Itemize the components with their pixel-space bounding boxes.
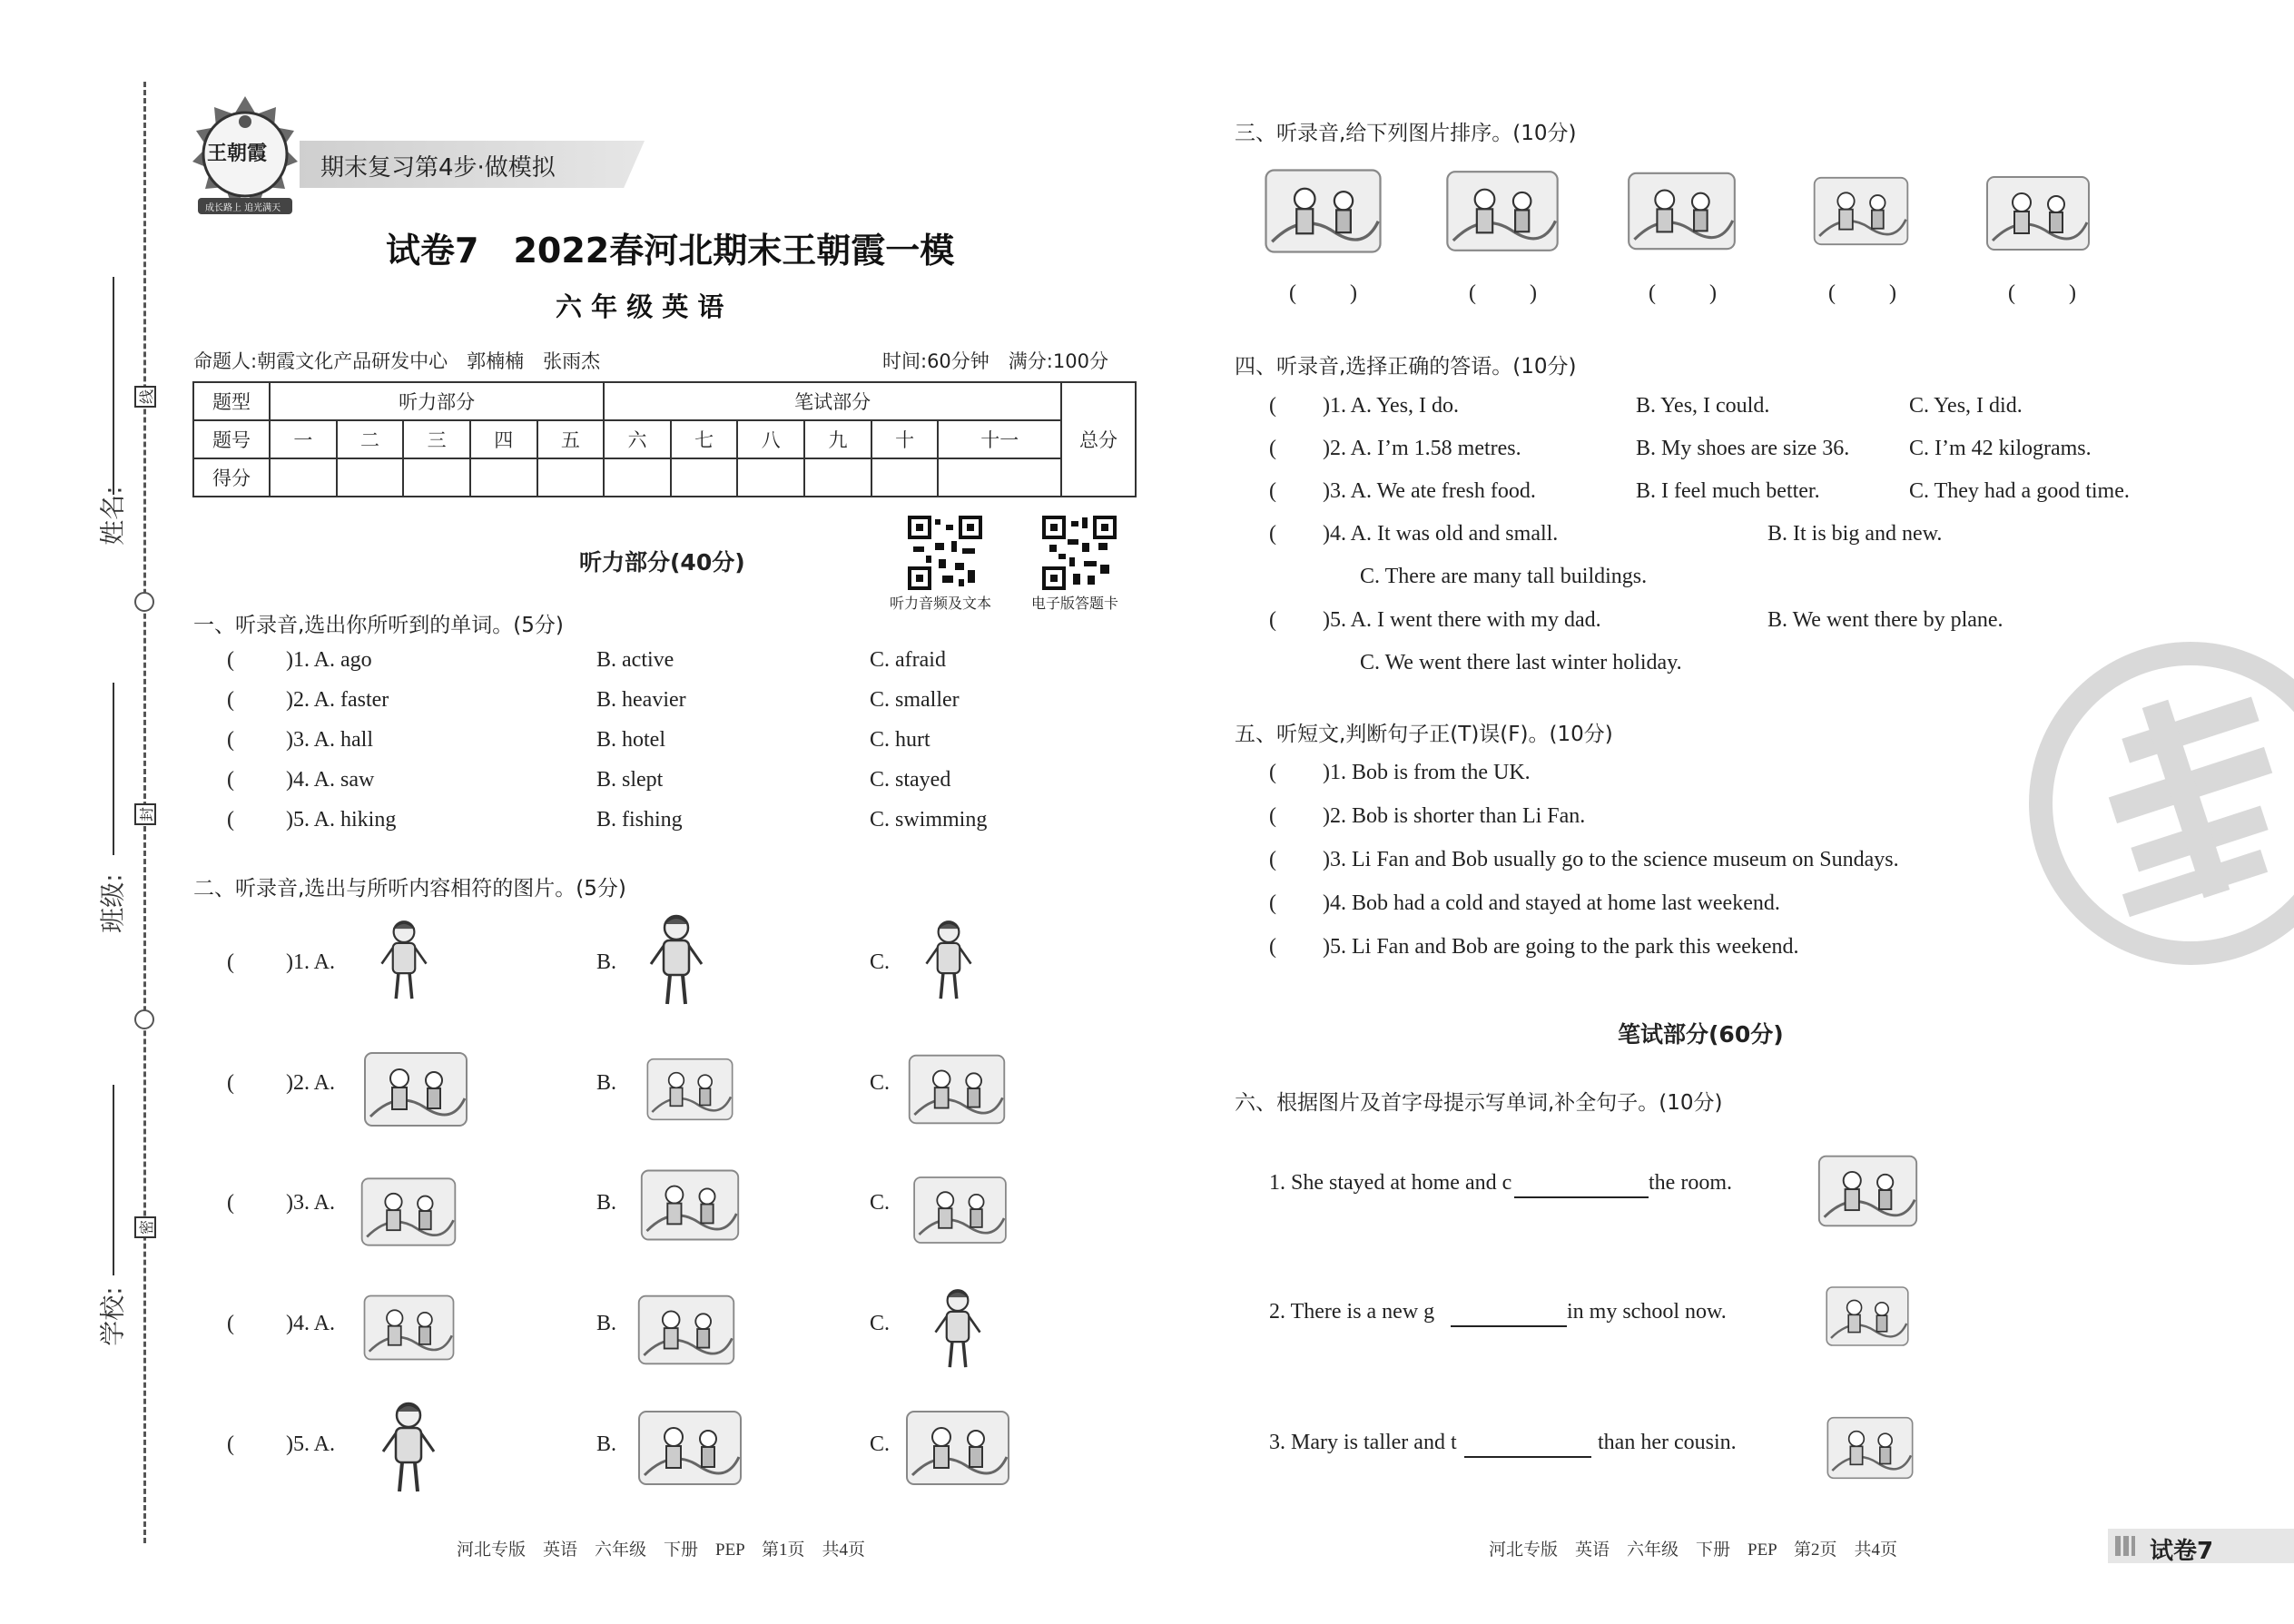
written-heading: 笔试部分(60分) xyxy=(1618,1021,1784,1048)
option-a: )3. A. We ate fresh food. xyxy=(1323,479,1536,503)
option-c-label: C. xyxy=(870,1191,891,1215)
option-b: B. Yes, I could. xyxy=(1636,394,1770,418)
option-a: )4. A. saw xyxy=(286,768,375,792)
option-b: B. hotel xyxy=(596,728,665,752)
sentence-prefix: 2. There is a new g xyxy=(1269,1300,1435,1324)
walking-boy-picture-icon[interactable] xyxy=(926,1280,989,1380)
score-cell[interactable] xyxy=(270,458,337,497)
option-c: C. stayed xyxy=(870,768,951,792)
qr-code-icon xyxy=(1042,516,1117,590)
score-table-total: 总分 xyxy=(1061,382,1136,497)
answer-paren-open[interactable]: ( xyxy=(1269,394,1276,418)
seal-char-seal: 封 xyxy=(134,803,156,825)
page-subtitle: 六 年 级 英 语 xyxy=(556,291,724,322)
option-c-label: C. xyxy=(870,1071,891,1095)
name-field-line[interactable] xyxy=(113,277,114,495)
answer-paren-open[interactable]: ( xyxy=(227,808,234,832)
answer-paren-open[interactable]: ( xyxy=(1269,608,1276,632)
option-c-label: C. xyxy=(870,1432,891,1456)
class-field-line[interactable] xyxy=(113,683,114,855)
playing-piano-picture-icon[interactable] xyxy=(359,1166,458,1257)
option-b: B. active xyxy=(596,648,674,672)
sentence-suffix: than her cousin. xyxy=(1598,1431,1737,1454)
score-table-num: 六 xyxy=(604,420,671,458)
option-a-label: )5. A. xyxy=(286,1432,335,1456)
seal-char-secret: 密 xyxy=(134,1216,156,1238)
score-table-num: 三 xyxy=(403,420,470,458)
score-table-num: 七 xyxy=(671,420,738,458)
answer-paren-open[interactable]: ( xyxy=(1269,848,1276,871)
answer-paren-open[interactable]: ( xyxy=(227,1071,234,1095)
option-b-label: B. xyxy=(596,1312,617,1335)
score-table-num: 二 xyxy=(337,420,404,458)
option-c: C. smaller xyxy=(870,688,960,712)
answer-paren-open[interactable]: ( xyxy=(227,688,234,712)
logo-motto: 成长路上 追光满天 xyxy=(205,203,281,213)
score-table-num: 四 xyxy=(470,420,537,458)
answer-paren-open[interactable]: ( xyxy=(1269,522,1276,546)
name-label: 姓名: xyxy=(97,486,128,546)
statement: )4. Bob had a cold and stayed at home last weekend. xyxy=(1323,891,1780,915)
logo-text: 王朝霞 xyxy=(207,143,268,165)
score-cell[interactable] xyxy=(537,458,605,497)
option-b: B. My shoes are size 36. xyxy=(1636,437,1850,460)
fishing-picture-icon[interactable] xyxy=(1262,159,1384,263)
option-c: C. There are many tall buildings. xyxy=(1360,565,1648,588)
score-table-number-label: 题号 xyxy=(193,420,270,458)
sentence-prefix: 3. Mary is taller and t xyxy=(1269,1431,1457,1454)
family-picture-icon[interactable] xyxy=(645,1039,735,1139)
section3-title: 三、听录音,给下列图片排序。(10分) xyxy=(1235,122,1577,145)
section4-title: 四、听录音,选择正确的答语。(10分) xyxy=(1235,355,1577,379)
statement: )1. Bob is from the UK. xyxy=(1323,761,1531,784)
score-table-num: 八 xyxy=(737,420,804,458)
punch-hole-top xyxy=(134,592,154,612)
logo-badge xyxy=(180,91,311,222)
answer-paren-close: ) xyxy=(1530,281,1537,305)
listening-heading: 听力部分(40分) xyxy=(579,549,745,576)
page-tab-label: 试卷7 xyxy=(2150,1538,2214,1565)
answer-paren-open[interactable]: ( xyxy=(1289,281,1296,305)
option-a-label: )4. A. xyxy=(286,1312,335,1335)
statement: )5. Li Fan and Bob are going to the park this weekend. xyxy=(1323,935,1799,959)
skating-picture-icon[interactable] xyxy=(1811,159,1911,263)
qr-caption-answer-card: 电子版答题卡 xyxy=(1031,595,1119,612)
option-a-label: )2. A. xyxy=(286,1071,335,1095)
giraffe-picture-icon[interactable] xyxy=(1984,163,2092,263)
cinema-picture-icon[interactable] xyxy=(352,1044,479,1135)
qr-code-icon xyxy=(908,516,982,590)
option-a-label: )1. A. xyxy=(286,950,335,974)
school-label: 学校: xyxy=(97,1286,128,1346)
playing-violin-picture-icon[interactable] xyxy=(372,1398,445,1500)
answer-blank[interactable] xyxy=(1464,1438,1591,1458)
answer-blank[interactable] xyxy=(1451,1307,1567,1327)
answer-paren-open[interactable]: ( xyxy=(1269,935,1276,959)
secret-watermark-stamp xyxy=(2023,635,2294,971)
option-b-label: B. xyxy=(596,1191,617,1215)
section6-title: 六、根据图片及首字母提示写单词,补全句子。(10分) xyxy=(1235,1091,1723,1115)
policeman-picture-icon[interactable] xyxy=(372,908,436,1015)
score-cell[interactable] xyxy=(737,458,804,497)
footer-right: 河北专版 英语 六年级 下册 PEP 第2页 共4页 xyxy=(1489,1540,1898,1560)
score-cell[interactable] xyxy=(804,458,871,497)
qr-code-audio[interactable] xyxy=(908,516,982,590)
score-cell[interactable] xyxy=(470,458,537,497)
answer-paren-open[interactable]: ( xyxy=(1269,761,1276,784)
score-cell[interactable] xyxy=(938,458,1061,497)
answer-paren-open[interactable]: ( xyxy=(2008,281,2015,305)
girl-cleaning-room-picture-icon[interactable] xyxy=(1816,1146,1920,1236)
riding-horse-picture-icon[interactable] xyxy=(635,1280,737,1380)
answer-paren-open[interactable]: ( xyxy=(227,648,234,672)
seal-char-line: 线 xyxy=(134,386,156,408)
option-a: )5. A. I went there with my dad. xyxy=(1323,608,1601,632)
score-table-num: 一 xyxy=(270,420,337,458)
option-b: B. slept xyxy=(596,768,664,792)
section2-title: 二、听录音,选出与所听内容相符的图片。(5分) xyxy=(193,877,626,901)
answer-paren-open[interactable]: ( xyxy=(227,1432,234,1456)
answer-paren-open[interactable]: ( xyxy=(1469,281,1476,305)
option-a: )3. A. hall xyxy=(286,728,373,752)
watching-tv-picture-icon[interactable] xyxy=(631,1162,749,1248)
answer-paren-close: ) xyxy=(1889,281,1896,305)
option-a: )4. A. It was old and small. xyxy=(1323,522,1559,546)
sentence-prefix: 1. She stayed at home and c xyxy=(1269,1171,1512,1195)
score-cell[interactable] xyxy=(337,458,404,497)
score-table-score-label: 得分 xyxy=(193,458,270,497)
two-girls-picture-icon[interactable] xyxy=(1825,1393,1915,1502)
answer-paren-open[interactable]: ( xyxy=(227,1312,234,1335)
answer-paren-open[interactable]: ( xyxy=(1269,804,1276,828)
option-c: C. They had a good time. xyxy=(1909,479,2130,503)
answer-paren-open[interactable]: ( xyxy=(227,1191,234,1215)
score-table-num: 十一 xyxy=(938,420,1061,458)
footer-left: 河北专版 英语 六年级 下册 PEP 第1页 共4页 xyxy=(457,1540,866,1560)
option-b-label: B. xyxy=(596,950,617,974)
option-c: C. hurt xyxy=(870,728,930,752)
score-cell[interactable] xyxy=(871,458,939,497)
option-c: C. Yes, I did. xyxy=(1909,394,2023,418)
qr-code-answer-card[interactable] xyxy=(1042,516,1117,590)
answer-paren-close: ) xyxy=(1709,281,1717,305)
option-a: )5. A. hiking xyxy=(286,808,397,832)
score-table xyxy=(192,381,1137,497)
option-c: C. I’m 42 kilograms. xyxy=(1909,437,2092,460)
punch-hole-bottom xyxy=(134,1009,154,1029)
answer-paren-close: ) xyxy=(1350,281,1357,305)
option-b: B. heavier xyxy=(596,688,686,712)
page-tab-marker-icon xyxy=(2115,1536,2135,1556)
time-and-score: 时间:60分钟 满分:100分 xyxy=(882,350,1108,372)
gym-building-picture-icon[interactable] xyxy=(1790,1280,1944,1353)
option-b: B. We went there by plane. xyxy=(1767,608,2004,632)
drawing-boy-picture-icon[interactable] xyxy=(1625,163,1738,259)
option-c: C. afraid xyxy=(870,648,946,672)
qr-caption-audio: 听力音频及文本 xyxy=(890,595,992,612)
score-cell[interactable] xyxy=(403,458,470,497)
answer-paren-close: ) xyxy=(2069,281,2076,305)
sentence-suffix: in my school now. xyxy=(1567,1300,1727,1324)
answer-blank[interactable] xyxy=(1514,1178,1649,1198)
answer-paren-open[interactable]: ( xyxy=(227,950,234,974)
statement: )3. Li Fan and Bob usually go to the science museum on Sundays. xyxy=(1323,848,1899,871)
score-cell[interactable] xyxy=(604,458,671,497)
playing-badminton-picture-icon[interactable] xyxy=(903,1403,1012,1493)
answer-paren-open[interactable]: ( xyxy=(1269,479,1276,503)
school-field-line[interactable] xyxy=(113,1085,114,1275)
class-label: 班级: xyxy=(97,873,128,933)
section1-title: 一、听录音,选出你所听到的单词。(5分) xyxy=(193,614,564,637)
option-a: )1. A. Yes, I do. xyxy=(1323,394,1460,418)
option-b: B. I feel much better. xyxy=(1636,479,1820,503)
answer-paren-open[interactable]: ( xyxy=(1649,281,1656,305)
section5-title: 五、听短文,判断句子正(T)误(F)。(10分) xyxy=(1235,723,1613,746)
dinosaur-picture-icon[interactable] xyxy=(1443,159,1561,263)
authors: 命题人:朝霞文化产品研发中心 郭楠楠 张雨杰 xyxy=(193,350,601,372)
festival-picture-icon[interactable] xyxy=(906,1039,1008,1139)
option-a: )2. A. I’m 1.58 metres. xyxy=(1323,437,1521,460)
option-b-label: B. xyxy=(596,1071,617,1095)
rowing-boat-picture-icon[interactable] xyxy=(903,1169,1017,1251)
option-a: )2. A. faster xyxy=(286,688,389,712)
score-cell[interactable] xyxy=(671,458,738,497)
statement: )2. Bob is shorter than Li Fan. xyxy=(1323,804,1586,828)
option-a: )1. A. ago xyxy=(286,648,372,672)
option-b: B. It is big and new. xyxy=(1767,522,1943,546)
answer-paren-open[interactable]: ( xyxy=(227,728,234,752)
answer-paren-open[interactable]: ( xyxy=(1269,891,1276,915)
page-title: 试卷7 2022春河北期末王朝霞一模 xyxy=(386,231,955,271)
sentence-suffix: the room. xyxy=(1649,1171,1732,1195)
answer-paren-open[interactable]: ( xyxy=(1269,437,1276,460)
option-b-label: B. xyxy=(596,1432,617,1456)
secret-stamp-icon xyxy=(2023,635,2294,971)
option-a-label: )3. A. xyxy=(286,1191,335,1215)
score-table-written: 笔试部分 xyxy=(604,382,1061,420)
option-c: C. swimming xyxy=(870,808,988,832)
option-c-label: C. xyxy=(870,1312,891,1335)
postman-picture-icon[interactable] xyxy=(917,908,980,1015)
option-b: B. fishing xyxy=(596,808,683,832)
answer-paren-open[interactable]: ( xyxy=(227,768,234,792)
score-table-num: 十 xyxy=(871,420,939,458)
score-table-listening: 听力部分 xyxy=(270,382,604,420)
playing-football-picture-icon[interactable] xyxy=(635,1403,744,1493)
score-table-num: 九 xyxy=(804,420,871,458)
score-table-type-label: 题型 xyxy=(193,382,270,420)
baseball-player-picture-icon[interactable] xyxy=(640,908,713,1015)
score-table-num: 五 xyxy=(537,420,605,458)
option-c-label: C. xyxy=(870,950,891,974)
riding-bike-picture-icon[interactable] xyxy=(361,1280,457,1375)
review-banner-text: 期末复习第4步·做模拟 xyxy=(320,154,556,182)
answer-paren-open[interactable]: ( xyxy=(1828,281,1836,305)
option-c: C. We went there last winter holiday. xyxy=(1360,651,1682,674)
